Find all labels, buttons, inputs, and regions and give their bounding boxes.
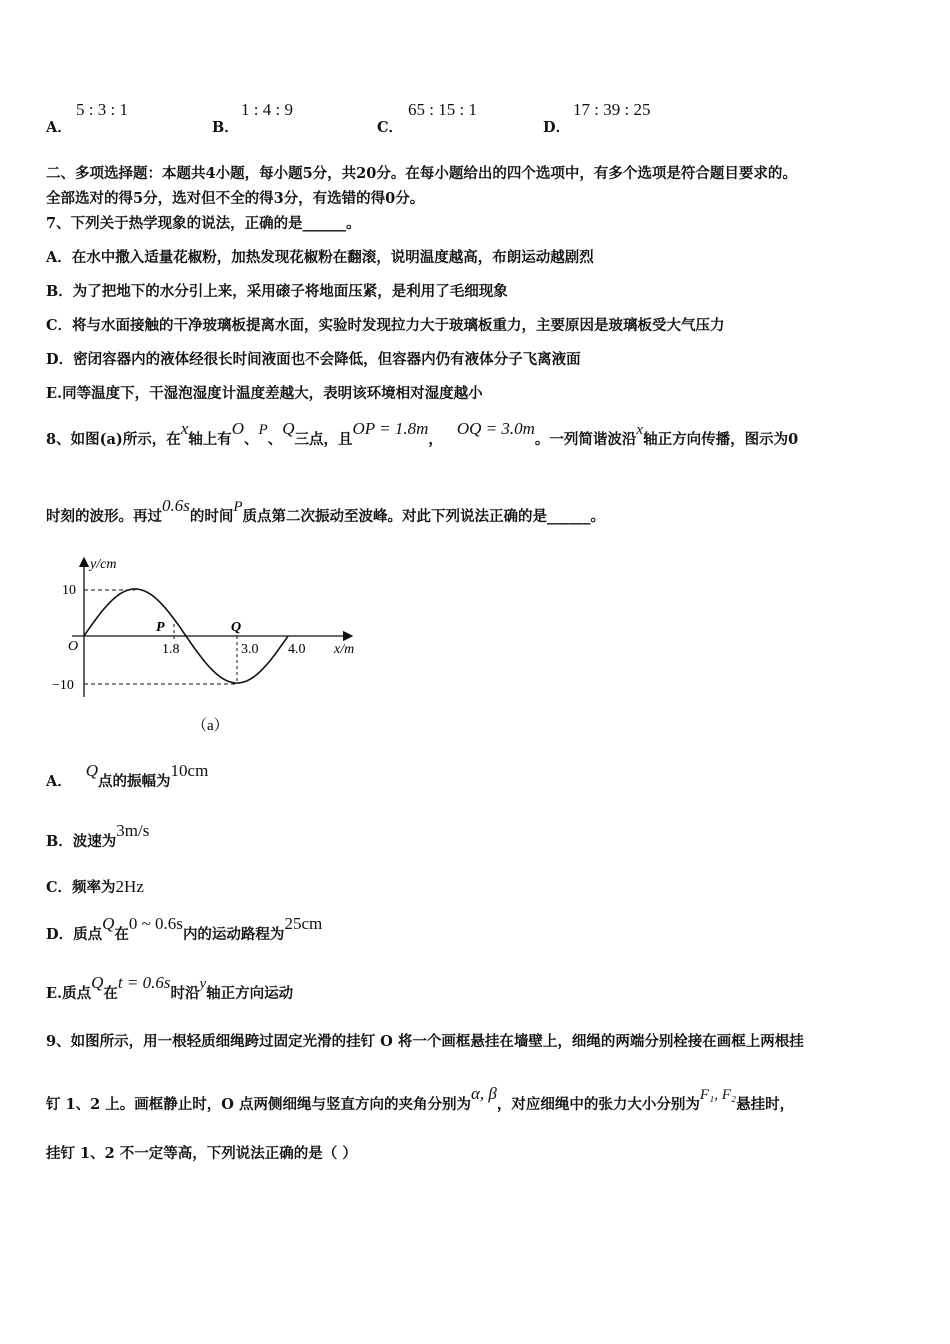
q8-line2-b: 的时间 [189,508,234,525]
q8-e-label: E.质点 [46,985,92,1002]
q6-option-c-label: C． [377,119,404,136]
section2-line1: 二、多项选择题：本题共4小题，每小题5分，共20分。在每小题给出的四个选项中，有多个选项是符合题目要求的。 [46,165,797,182]
q8-e-q: Q [91,973,104,992]
q9-line3: 挂钉 1、2 不一定等高，下列说法正确的是（ ） [46,1145,357,1162]
q8-sep2: 、 [267,431,283,448]
q9-line2-c: 悬挂时， [736,1096,795,1113]
q8-d-text2: 在 [114,926,129,943]
section2-line2: 全部选对的得5分，选对但不全的得3分，有选错的得0分。 [46,190,425,207]
q9-forces: F₁, F₂ [699,1087,737,1103]
q6-option-b-value: 1 : 4 : 9 [241,100,293,119]
q8-op-length: OP = 1.8m [352,419,429,438]
q8-stem-line2 [46,496,606,526]
q8-c-label: C． [46,879,73,896]
p-label: P [156,620,165,635]
q7-option-b: B．为了把地下的水分引上来，采用磙子将地面压紧，是利用了毛细现象 [46,283,508,300]
q8-option-e [46,973,294,1003]
q8-e-y: y [199,976,207,992]
q8-e-text3: 轴正方向运动 [206,985,294,1002]
y-axis-label: y/cm [90,557,117,572]
q8-d-text3: 内的运动路程为 [182,926,285,943]
q8-d-text1: 质点 [73,926,103,943]
y-tick-bottom: −10 [52,678,74,693]
q6-option-b-label: B． [212,119,239,136]
q8-e-text1: 在 [103,985,118,1002]
q8-time-06: 0.6s [162,496,190,515]
q8-comma: ， [428,431,443,448]
origin-label: O [68,639,79,654]
q9-line2-a: 钉 1、2 上。画框静止时，O 点两侧细绳与竖直方向的夹角分别为 [46,1096,471,1113]
q8-point-o: O [231,419,245,438]
q8-b-val: 3m/s [116,821,150,840]
q8-point-p: P [258,422,268,438]
q8-line2-c: 质点第二次振动至波峰。对此下列说法正确的是______。 [242,508,606,525]
q8-stem-c: 三点，且 [294,431,353,448]
q8-option-c [46,876,144,897]
q8-option-d [46,914,323,944]
q6-option-a-label: A． [46,119,72,136]
q8-stem-d: 。一列简谐波沿 [534,431,637,448]
q6-option-a-value: 5 : 3 : 1 [76,100,128,119]
q8-oq-length: OQ = 3.0m [456,419,535,438]
q8-c-val: 2Hz [115,877,144,896]
q7-option-e: E.同等温度下，干湿泡湿度计温度差越大，表明该环境相对湿度越小 [46,385,483,402]
chart-caption: （a） [192,718,229,734]
q8-sep1: 、 [244,431,259,448]
q8-x-var-2: x [636,422,644,438]
q9-angles: α, β [470,1084,497,1103]
q8-a-q: Q [85,761,99,780]
q8-c-text: 频率为 [72,879,116,896]
q8-stem-a: 8、如图(a)所示，在 [46,431,181,448]
q6-option-d-value: 17 : 39 : 25 [573,100,651,119]
q7-option-a: A．在水中撒入适量花椒粉，加热发现花椒粉在翻滚，说明温度越高，布朗运动越剧烈 [46,249,594,266]
q9-line1: 9、如图所示，用一根轻质细绳跨过固定光滑的挂钉 O 将一个画框悬挂在墙壁上，细绳的两端分别栓接在画框上两根挂 [46,1033,804,1050]
q8-e-text2: 时沿 [170,985,200,1002]
q8-d-label: D． [46,926,74,943]
q9-line2 [46,1084,795,1114]
q9-line2-b: ，对应细绳中的张力大小分别为 [496,1096,700,1113]
x-axis-label: x/m [334,642,355,657]
q8-b-text: 波速为 [72,833,117,850]
q8-stem-e: 轴正方向传播，图示为0 [643,431,799,448]
q7-option-d: D．密闭容器内的液体经很长时间液面也不会降低，但容器内仍有液体分子飞离液面 [46,351,581,368]
q8-stem-line1 [46,419,799,449]
y-tick-top: 10 [62,583,76,598]
q8-d-val: 25cm [284,914,323,933]
q6-option-d-label: D． [543,119,571,136]
q8-stem-b: 轴上有 [188,431,232,448]
q8-e-t: t = 0.6s [117,973,171,992]
q8-d-range: 0 ~ 0.6s [128,914,183,933]
q8-b-label: B． [46,833,73,850]
x-tick-4-0: 4.0 [288,642,306,657]
q8-a-text: 点的振幅为 [98,773,171,790]
q7-option-c: C．将与水面接触的干净玻璃板提离水面，实验时发现拉力大于玻璃板重力，主要原因是玻璃板受大气压力 [46,317,725,334]
q8-option-a [46,761,209,791]
q8-option-b [46,821,150,851]
q8-point-q: Q [282,419,295,438]
q8-a-label: A． [46,773,72,790]
q8-point-p2: P [233,499,243,515]
q-label: Q [231,620,242,635]
q8-d-q: Q [102,914,115,933]
q8-a-val: 10cm [170,761,209,780]
q8-line2-a: 时刻的波形。再过 [46,508,162,525]
q6-option-c-value: 65 : 15 : 1 [408,100,477,119]
wave-chart [50,552,380,742]
q8-x-var: x [180,419,189,438]
x-tick-1-8: 1.8 [162,642,180,657]
q7-stem: 7、下列关于热学现象的说法，正确的是______。 [46,215,361,232]
x-tick-3-0: 3.0 [241,642,259,657]
